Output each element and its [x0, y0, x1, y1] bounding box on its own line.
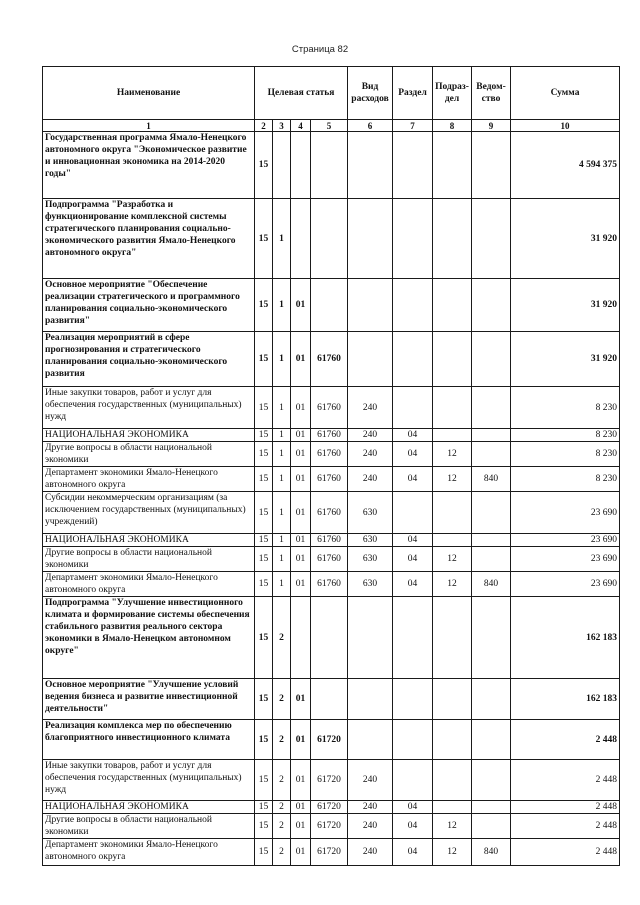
table-row	[43, 760, 620, 801]
row-c4: 01	[291, 442, 311, 467]
row-podrazdel	[433, 492, 472, 534]
row-vid: 240	[348, 760, 393, 801]
table-row	[43, 467, 620, 492]
row-podrazdel	[433, 387, 472, 429]
row-name: Другие вопросы в области национальной экономики	[43, 547, 255, 572]
row-razdel	[393, 720, 433, 760]
row-c4: 01	[291, 467, 311, 492]
row-c5: 61760	[311, 492, 348, 534]
row-c2: 15	[255, 720, 273, 760]
table-row	[43, 132, 620, 199]
table-row	[43, 572, 620, 597]
row-c2: 15	[255, 534, 273, 547]
row-razdel	[393, 387, 433, 429]
row-name: Другие вопросы в области национальной экономики	[43, 814, 255, 839]
row-vid: 240	[348, 839, 393, 866]
row-vid: 240	[348, 429, 393, 442]
header-section: Раздел	[393, 67, 433, 120]
row-razdel: 04	[393, 814, 433, 839]
col-number: 1	[43, 120, 255, 132]
table-row	[43, 387, 620, 429]
row-c4: 01	[291, 814, 311, 839]
header-target-article: Целевая статья	[255, 67, 348, 120]
row-c5: 61760	[311, 534, 348, 547]
row-name: Субсидии некоммерческим организациям (за исключением государственных (муниципальных) учреждений)	[43, 492, 255, 534]
row-sum: 23 690	[511, 572, 620, 597]
row-c5: 61760	[311, 429, 348, 442]
row-razdel	[393, 279, 433, 332]
row-sum: 23 690	[511, 534, 620, 547]
row-c2: 15	[255, 429, 273, 442]
row-c5: 61720	[311, 760, 348, 801]
row-name: Другие вопросы в области национальной экономики	[43, 442, 255, 467]
row-c4: 01	[291, 279, 311, 332]
col-number: 8	[433, 120, 472, 132]
row-c3: 1	[273, 279, 291, 332]
row-vid	[348, 597, 393, 679]
row-c3: 2	[273, 814, 291, 839]
row-c3: 1	[273, 442, 291, 467]
row-vid: 630	[348, 492, 393, 534]
row-c5: 61720	[311, 801, 348, 814]
row-c3: 2	[273, 597, 291, 679]
row-vid	[348, 199, 393, 279]
row-vedomstvo	[472, 279, 511, 332]
row-vedomstvo	[472, 679, 511, 720]
row-podrazdel	[433, 534, 472, 547]
row-podrazdel: 12	[433, 814, 472, 839]
col-number: 5	[311, 120, 348, 132]
header-expense-type: Вид расходов	[348, 67, 393, 120]
row-c3: 1	[273, 547, 291, 572]
col-number: 6	[348, 120, 393, 132]
row-podrazdel	[433, 199, 472, 279]
row-podrazdel: 12	[433, 442, 472, 467]
row-c3: 1	[273, 332, 291, 387]
col-number: 10	[511, 120, 620, 132]
row-podrazdel: 12	[433, 547, 472, 572]
row-razdel	[393, 492, 433, 534]
row-vedomstvo	[472, 534, 511, 547]
row-razdel: 04	[393, 839, 433, 866]
table-row	[43, 279, 620, 332]
row-sum: 2 448	[511, 760, 620, 801]
row-name: Подпрограмма "Разработка и функционирование комплексной системы стратегического планирования социально-экономического развития Ямало-Ненецкого автономного округа"	[43, 199, 255, 279]
row-c5	[311, 279, 348, 332]
row-c5	[311, 199, 348, 279]
row-name: НАЦИОНАЛЬНАЯ ЭКОНОМИКА	[43, 801, 255, 814]
row-c4: 01	[291, 547, 311, 572]
table-row	[43, 332, 620, 387]
row-vedomstvo	[472, 720, 511, 760]
row-c4: 01	[291, 801, 311, 814]
row-c2: 15	[255, 597, 273, 679]
row-vid	[348, 332, 393, 387]
row-c3: 2	[273, 760, 291, 801]
row-c3: 1	[273, 429, 291, 442]
row-razdel	[393, 760, 433, 801]
row-vedomstvo: 840	[472, 572, 511, 597]
row-razdel	[393, 199, 433, 279]
row-razdel	[393, 597, 433, 679]
header-row	[43, 67, 620, 120]
row-c4	[291, 597, 311, 679]
row-sum: 8 230	[511, 387, 620, 429]
table-row	[43, 429, 620, 442]
row-c2: 15	[255, 199, 273, 279]
row-razdel: 04	[393, 801, 433, 814]
row-sum: 23 690	[511, 547, 620, 572]
column-number-row	[43, 120, 620, 132]
row-vedomstvo: 840	[472, 839, 511, 866]
row-podrazdel	[433, 801, 472, 814]
row-c2: 15	[255, 442, 273, 467]
row-podrazdel	[433, 279, 472, 332]
row-podrazdel	[433, 597, 472, 679]
page-label: Страница 82	[291, 44, 349, 55]
row-c5: 61720	[311, 720, 348, 760]
row-c2: 15	[255, 839, 273, 866]
row-sum: 31 920	[511, 332, 620, 387]
row-c3: 2	[273, 679, 291, 720]
row-c5	[311, 679, 348, 720]
row-vedomstvo	[472, 492, 511, 534]
row-c4: 01	[291, 534, 311, 547]
row-c4: 01	[291, 760, 311, 801]
row-c5: 61720	[311, 814, 348, 839]
row-vid	[348, 279, 393, 332]
row-c3	[273, 132, 291, 199]
table-row	[43, 199, 620, 279]
row-c4: 01	[291, 387, 311, 429]
row-sum: 162 183	[511, 597, 620, 679]
row-vid	[348, 132, 393, 199]
col-number: 9	[472, 120, 511, 132]
row-c3: 1	[273, 492, 291, 534]
row-c4	[291, 199, 311, 279]
row-razdel	[393, 132, 433, 199]
row-c4: 01	[291, 429, 311, 442]
row-vid: 240	[348, 814, 393, 839]
row-name: Департамент экономики Ямало-Ненецкого автономного округа	[43, 839, 255, 866]
row-name: Подпрограмма "Улучшение инвестиционного климата и формирование системы обеспечения стабильного развития реального сектора экономики в Ямало-Ненецком автономном округе"	[43, 597, 255, 679]
table-row	[43, 442, 620, 467]
row-vedomstvo	[472, 760, 511, 801]
row-sum: 2 448	[511, 720, 620, 760]
row-podrazdel	[433, 132, 472, 199]
row-razdel: 04	[393, 572, 433, 597]
table-row	[43, 801, 620, 814]
row-name: НАЦИОНАЛЬНАЯ ЭКОНОМИКА	[43, 534, 255, 547]
row-c2: 15	[255, 760, 273, 801]
row-c2: 15	[255, 679, 273, 720]
row-razdel: 04	[393, 467, 433, 492]
row-name: Иные закупки товаров, работ и услуг для обеспечения государственных (муниципальных) нужд	[43, 760, 255, 801]
row-c2: 15	[255, 332, 273, 387]
row-c4: 01	[291, 839, 311, 866]
row-vedomstvo	[472, 332, 511, 387]
row-podrazdel: 12	[433, 839, 472, 866]
row-razdel: 04	[393, 429, 433, 442]
row-sum: 2 448	[511, 839, 620, 866]
row-c5	[311, 597, 348, 679]
table-row	[43, 720, 620, 760]
row-sum: 2 448	[511, 801, 620, 814]
row-podrazdel	[433, 760, 472, 801]
row-vid: 630	[348, 572, 393, 597]
row-c2: 15	[255, 132, 273, 199]
row-sum: 8 230	[511, 442, 620, 467]
row-podrazdel: 12	[433, 572, 472, 597]
header-name: Наименование	[43, 67, 255, 120]
row-sum: 2 448	[511, 814, 620, 839]
col-number: 2	[255, 120, 273, 132]
row-c2: 15	[255, 572, 273, 597]
row-c5: 61760	[311, 467, 348, 492]
row-vedomstvo	[472, 132, 511, 199]
table-row	[43, 679, 620, 720]
table-row	[43, 814, 620, 839]
row-razdel	[393, 332, 433, 387]
row-sum: 31 920	[511, 199, 620, 279]
table-row	[43, 839, 620, 866]
row-c3: 2	[273, 839, 291, 866]
row-podrazdel: 12	[433, 467, 472, 492]
row-c5: 61720	[311, 839, 348, 866]
row-name: НАЦИОНАЛЬНАЯ ЭКОНОМИКА	[43, 429, 255, 442]
row-vid	[348, 679, 393, 720]
row-vid: 630	[348, 534, 393, 547]
row-podrazdel	[433, 720, 472, 760]
row-c3: 1	[273, 387, 291, 429]
row-vid: 240	[348, 801, 393, 814]
row-sum: 8 230	[511, 467, 620, 492]
row-vid: 240	[348, 442, 393, 467]
row-vedomstvo	[472, 597, 511, 679]
row-vedomstvo	[472, 814, 511, 839]
row-sum: 31 920	[511, 279, 620, 332]
row-vedomstvo	[472, 547, 511, 572]
row-razdel: 04	[393, 534, 433, 547]
row-podrazdel	[433, 679, 472, 720]
row-name: Департамент экономики Ямало-Ненецкого автономного округа	[43, 572, 255, 597]
row-c5: 61760	[311, 332, 348, 387]
row-name: Реализация мероприятий в сфере прогнозирования и стратегического планирования социально-экономического развития	[43, 332, 255, 387]
row-c2: 15	[255, 801, 273, 814]
row-c2: 15	[255, 279, 273, 332]
row-c5: 61760	[311, 547, 348, 572]
row-c2: 15	[255, 387, 273, 429]
row-sum: 4 594 375	[511, 132, 620, 199]
row-c3: 1	[273, 467, 291, 492]
col-number: 4	[291, 120, 311, 132]
row-c2: 15	[255, 814, 273, 839]
row-c5: 61760	[311, 572, 348, 597]
header-subsection: Подраз-дел	[433, 67, 472, 120]
col-number: 3	[273, 120, 291, 132]
row-razdel: 04	[393, 547, 433, 572]
row-c3: 1	[273, 534, 291, 547]
row-c4: 01	[291, 720, 311, 760]
row-vedomstvo	[472, 199, 511, 279]
header-department: Ведом-ство	[472, 67, 511, 120]
row-vedomstvo	[472, 429, 511, 442]
row-c2: 15	[255, 467, 273, 492]
table-row	[43, 597, 620, 679]
row-c2: 15	[255, 547, 273, 572]
row-c5: 61760	[311, 442, 348, 467]
row-vid	[348, 720, 393, 760]
row-c3: 1	[273, 572, 291, 597]
row-vid: 240	[348, 467, 393, 492]
row-podrazdel	[433, 332, 472, 387]
table-row	[43, 492, 620, 534]
row-name: Основное мероприятие "Обеспечение реализации стратегического и программного планирования социально-экономического развития"	[43, 279, 255, 332]
row-vedomstvo	[472, 442, 511, 467]
row-c3: 2	[273, 801, 291, 814]
row-razdel	[393, 679, 433, 720]
row-vedomstvo	[472, 801, 511, 814]
row-name: Иные закупки товаров, работ и услуг для обеспечения государственных (муниципальных) нужд	[43, 387, 255, 429]
row-razdel: 04	[393, 442, 433, 467]
row-vid: 630	[348, 547, 393, 572]
row-c4: 01	[291, 572, 311, 597]
row-name: Реализация комплекса мер по обеспечению благоприятного инвестиционного климата	[43, 720, 255, 760]
row-c5: 61760	[311, 387, 348, 429]
row-c2: 15	[255, 492, 273, 534]
col-number: 7	[393, 120, 433, 132]
row-sum: 23 690	[511, 492, 620, 534]
row-c4	[291, 132, 311, 199]
table-row	[43, 547, 620, 572]
row-vedomstvo: 840	[472, 467, 511, 492]
row-c3: 2	[273, 720, 291, 760]
row-sum: 162 183	[511, 679, 620, 720]
row-c4: 01	[291, 679, 311, 720]
row-podrazdel	[433, 429, 472, 442]
row-name: Государственная программа Ямало-Ненецкого автономного округа "Экономическое развитие и инновационная экономика на 2014-2020 годы"	[43, 132, 255, 199]
row-name: Основное мероприятие "Улучшение условий ведения бизнеса и развитие инвестиционной деятельности"	[43, 679, 255, 720]
row-name: Департамент экономики Ямало-Ненецкого автономного округа	[43, 467, 255, 492]
row-c4: 01	[291, 492, 311, 534]
row-sum: 8 230	[511, 429, 620, 442]
table-row	[43, 534, 620, 547]
budget-table	[42, 66, 620, 866]
row-c3: 1	[273, 199, 291, 279]
row-vid: 240	[348, 387, 393, 429]
header-sum: Сумма	[511, 67, 620, 120]
row-vedomstvo	[472, 387, 511, 429]
row-c5	[311, 132, 348, 199]
row-c4: 01	[291, 332, 311, 387]
